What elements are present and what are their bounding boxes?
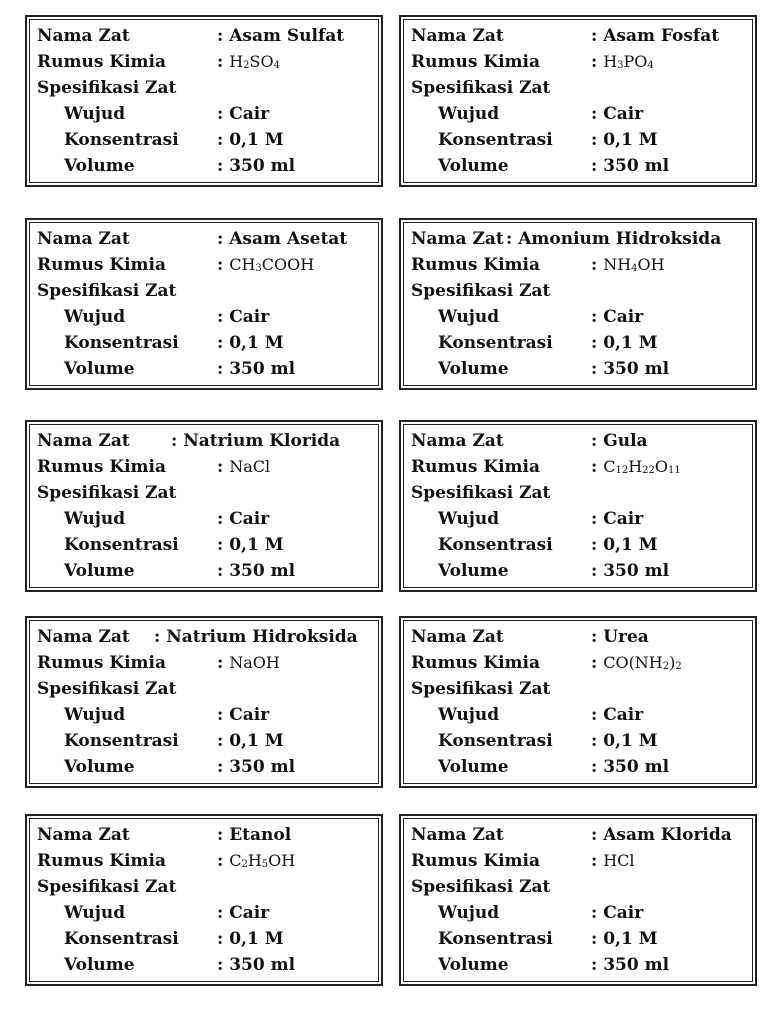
- formula-row-key: Rumus Kimia: [37, 851, 167, 871]
- spec-heading: [411, 278, 751, 304]
- chemical-label: [25, 218, 383, 390]
- volume-row-value: : 350 ml: [591, 156, 670, 176]
- formula-row: [37, 252, 377, 278]
- formula-row-key: Rumus Kimia: [37, 52, 167, 72]
- chemical-formula: $C_2H_5OH$: [229, 851, 296, 870]
- formula-row: [37, 49, 377, 75]
- state-row-value: : Cair: [217, 104, 270, 124]
- volume-row-key: Volume: [438, 561, 509, 581]
- name-row-key: Nama Zat: [411, 431, 504, 451]
- volume-row: [411, 153, 751, 179]
- state-row: [37, 900, 377, 926]
- concentration-row: [37, 330, 377, 356]
- state-row-key: Wujud: [64, 903, 126, 923]
- state-row-value: : Cair: [591, 903, 644, 923]
- concentration-row-value: : 0,1 M: [217, 333, 284, 353]
- formula-row-value: : HCl: [591, 851, 635, 871]
- state-row-key: Wujud: [64, 307, 126, 327]
- concentration-row: [37, 728, 377, 754]
- state-row-key: Wujud: [64, 104, 126, 124]
- chemical-label: [399, 814, 757, 986]
- chemical-formula: $NH_4OH$: [603, 255, 665, 274]
- volume-row-key: Volume: [438, 955, 509, 975]
- spec-heading-key: Spesifikasi Zat: [37, 281, 177, 301]
- state-row: [37, 101, 377, 127]
- name-row: [411, 226, 751, 252]
- volume-row-value: : 350 ml: [591, 359, 670, 379]
- formula-row-value: : $NH_4OH$: [591, 255, 665, 275]
- spec-heading: [37, 480, 377, 506]
- concentration-row: [411, 728, 751, 754]
- state-row: [411, 101, 751, 127]
- state-row-value: : Cair: [591, 104, 644, 124]
- state-row: [37, 702, 377, 728]
- formula-row: [411, 49, 751, 75]
- chemical-formula: $H_2SO_4$: [229, 52, 280, 71]
- state-row: [411, 506, 751, 532]
- name-row-key: Nama Zat: [411, 627, 504, 647]
- formula-row-value: : $H_3PO_4$: [591, 52, 654, 72]
- label-content: [411, 624, 751, 780]
- volume-row-value: : 350 ml: [591, 561, 670, 581]
- spec-heading-key: Spesifikasi Zat: [411, 877, 551, 897]
- concentration-row-key: Konsentrasi: [64, 535, 179, 555]
- concentration-row-value: : 0,1 M: [217, 929, 284, 949]
- chemical-label: [25, 616, 383, 788]
- volume-row: [37, 952, 377, 978]
- chemical-formula: $H_3PO_4$: [603, 52, 654, 71]
- name-row: [411, 428, 751, 454]
- state-row: [411, 900, 751, 926]
- volume-row: [37, 153, 377, 179]
- formula-row-key: Rumus Kimia: [411, 457, 541, 477]
- chemical-formula: $CH_3COOH$: [229, 255, 315, 274]
- concentration-row: [411, 926, 751, 952]
- concentration-row: [411, 330, 751, 356]
- volume-row: [37, 356, 377, 382]
- volume-row: [411, 754, 751, 780]
- state-row: [411, 702, 751, 728]
- chemical-label: [25, 15, 383, 187]
- name-row: [37, 428, 377, 454]
- state-row-value: : Cair: [217, 705, 270, 725]
- formula-row: [37, 650, 377, 676]
- volume-row-key: Volume: [438, 156, 509, 176]
- name-row-key: Nama Zat: [37, 627, 130, 647]
- volume-row-value: : 350 ml: [217, 359, 296, 379]
- state-row-key: Wujud: [438, 705, 500, 725]
- state-row-key: Wujud: [438, 509, 500, 529]
- state-row-key: Wujud: [64, 509, 126, 529]
- label-content: [37, 822, 377, 978]
- spec-heading: [411, 480, 751, 506]
- name-row-value: : Urea: [591, 627, 649, 647]
- volume-row-value: : 350 ml: [217, 561, 296, 581]
- volume-row: [411, 356, 751, 382]
- name-row-value: : Natrium Klorida: [171, 431, 341, 451]
- volume-row-value: : 350 ml: [591, 955, 670, 975]
- formula-row: [37, 454, 377, 480]
- volume-row-key: Volume: [64, 156, 135, 176]
- spec-heading: [411, 75, 751, 101]
- name-row: [37, 226, 377, 252]
- label-content: [37, 226, 377, 382]
- formula-row: [411, 650, 751, 676]
- concentration-row-value: : 0,1 M: [591, 333, 658, 353]
- concentration-row-value: : 0,1 M: [217, 535, 284, 555]
- concentration-row-key: Konsentrasi: [438, 130, 553, 150]
- spec-heading-key: Spesifikasi Zat: [411, 483, 551, 503]
- state-row-value: : Cair: [591, 705, 644, 725]
- chemical-formula: $CO(NH_2)_2$: [603, 653, 682, 672]
- volume-row: [411, 558, 751, 584]
- spec-heading-key: Spesifikasi Zat: [37, 877, 177, 897]
- concentration-row-key: Konsentrasi: [438, 929, 553, 949]
- concentration-row-value: : 0,1 M: [217, 731, 284, 751]
- volume-row-key: Volume: [64, 561, 135, 581]
- label-content: [37, 23, 377, 179]
- volume-row: [411, 952, 751, 978]
- formula-row: [411, 454, 751, 480]
- volume-row-key: Volume: [64, 757, 135, 777]
- concentration-row: [37, 532, 377, 558]
- state-row-value: : Cair: [217, 509, 270, 529]
- chemical-label: [399, 420, 757, 592]
- formula-row-value: : $C_{12}H_{22}O_{11}$: [591, 457, 681, 477]
- state-row-value: : Cair: [591, 307, 644, 327]
- state-row-value: : Cair: [217, 903, 270, 923]
- label-content: [411, 226, 751, 382]
- name-row-key: Nama Zat: [37, 229, 130, 249]
- volume-row-value: : 350 ml: [217, 955, 296, 975]
- spec-heading: [411, 874, 751, 900]
- concentration-row: [411, 127, 751, 153]
- formula-row-value: : $H_2SO_4$: [217, 52, 280, 72]
- spec-heading: [37, 676, 377, 702]
- concentration-row: [37, 127, 377, 153]
- formula-row: [37, 848, 377, 874]
- volume-row-value: : 350 ml: [217, 757, 296, 777]
- formula-row-key: Rumus Kimia: [411, 653, 541, 673]
- spec-heading-key: Spesifikasi Zat: [411, 281, 551, 301]
- state-row-key: Wujud: [438, 903, 500, 923]
- name-row: [37, 822, 377, 848]
- formula-row: [411, 848, 751, 874]
- name-row-key: Nama Zat: [411, 26, 504, 46]
- chemical-label: [25, 420, 383, 592]
- formula-row: [411, 252, 751, 278]
- state-row: [37, 506, 377, 532]
- spec-heading: [37, 278, 377, 304]
- name-row: [411, 624, 751, 650]
- name-row-value: : Asam Klorida: [591, 825, 732, 845]
- chemical-label: [25, 814, 383, 986]
- concentration-row-value: : 0,1 M: [591, 929, 658, 949]
- concentration-row-key: Konsentrasi: [438, 333, 553, 353]
- formula-row-value: : NaCl: [217, 457, 271, 477]
- name-row-value: : Asam Sulfat: [217, 26, 345, 46]
- spec-heading: [411, 676, 751, 702]
- label-content: [37, 428, 377, 584]
- formula-row-key: Rumus Kimia: [411, 52, 541, 72]
- concentration-row: [411, 532, 751, 558]
- name-row-value: : Asam Fosfat: [591, 26, 720, 46]
- spec-heading-key: Spesifikasi Zat: [411, 78, 551, 98]
- formula-row-key: Rumus Kimia: [411, 851, 541, 871]
- chemical-label: [399, 218, 757, 390]
- spec-heading: [37, 75, 377, 101]
- spec-heading: [37, 874, 377, 900]
- concentration-row-value: : 0,1 M: [591, 535, 658, 555]
- state-row-key: Wujud: [438, 104, 500, 124]
- name-row-value: : Etanol: [217, 825, 292, 845]
- name-row: [37, 624, 377, 650]
- formula-row-key: Rumus Kimia: [37, 255, 167, 275]
- name-row-value: : Natrium Hidroksida: [154, 627, 358, 647]
- state-row: [37, 304, 377, 330]
- volume-row-key: Volume: [64, 359, 135, 379]
- concentration-row-value: : 0,1 M: [591, 731, 658, 751]
- label-content: [411, 23, 751, 179]
- formula-row-value: : $C_2H_5OH$: [217, 851, 296, 871]
- chemical-formula: NaOH: [229, 653, 280, 672]
- formula-row-key: Rumus Kimia: [37, 457, 167, 477]
- spec-heading-key: Spesifikasi Zat: [37, 483, 177, 503]
- chemical-formula: $C_{12}H_{22}O_{11}$: [603, 457, 681, 476]
- concentration-row-value: : 0,1 M: [591, 130, 658, 150]
- concentration-row-value: : 0,1 M: [217, 130, 284, 150]
- state-row-value: : Cair: [217, 307, 270, 327]
- label-content: [37, 624, 377, 780]
- state-row: [411, 304, 751, 330]
- label-content: [411, 428, 751, 584]
- spec-heading-key: Spesifikasi Zat: [37, 679, 177, 699]
- formula-row-value: : NaOH: [217, 653, 280, 673]
- concentration-row: [37, 926, 377, 952]
- chemical-formula: HCl: [603, 851, 635, 870]
- name-row-key: Nama Zat: [411, 229, 504, 249]
- concentration-row-key: Konsentrasi: [64, 130, 179, 150]
- spec-heading-key: Spesifikasi Zat: [411, 679, 551, 699]
- volume-row: [37, 754, 377, 780]
- formula-row-key: Rumus Kimia: [411, 255, 541, 275]
- volume-row-value: : 350 ml: [217, 156, 296, 176]
- concentration-row-key: Konsentrasi: [438, 731, 553, 751]
- concentration-row-key: Konsentrasi: [438, 535, 553, 555]
- name-row-key: Nama Zat: [37, 825, 130, 845]
- name-row-value: : Gula: [591, 431, 648, 451]
- volume-row-value: : 350 ml: [591, 757, 670, 777]
- concentration-row-key: Konsentrasi: [64, 929, 179, 949]
- concentration-row-key: Konsentrasi: [64, 731, 179, 751]
- state-row-key: Wujud: [64, 705, 126, 725]
- chemical-formula: NaCl: [229, 457, 271, 476]
- chemical-label: [399, 15, 757, 187]
- chemical-label: [399, 616, 757, 788]
- state-row-value: : Cair: [591, 509, 644, 529]
- name-row-value: : Amonium Hidroksida: [506, 229, 722, 249]
- volume-row-key: Volume: [64, 955, 135, 975]
- label-content: [411, 822, 751, 978]
- formula-row-key: Rumus Kimia: [37, 653, 167, 673]
- name-row-value: : Asam Asetat: [217, 229, 348, 249]
- formula-row-value: : $CO(NH_2)_2$: [591, 653, 682, 673]
- formula-row-value: : $CH_3COOH$: [217, 255, 315, 275]
- name-row: [411, 23, 751, 49]
- volume-row: [37, 558, 377, 584]
- volume-row-key: Volume: [438, 757, 509, 777]
- name-row: [411, 822, 751, 848]
- name-row-key: Nama Zat: [411, 825, 504, 845]
- volume-row-key: Volume: [438, 359, 509, 379]
- concentration-row-key: Konsentrasi: [64, 333, 179, 353]
- name-row: [37, 23, 377, 49]
- name-row-key: Nama Zat: [37, 26, 130, 46]
- state-row-key: Wujud: [438, 307, 500, 327]
- name-row-key: Nama Zat: [37, 431, 130, 451]
- spec-heading-key: Spesifikasi Zat: [37, 78, 177, 98]
